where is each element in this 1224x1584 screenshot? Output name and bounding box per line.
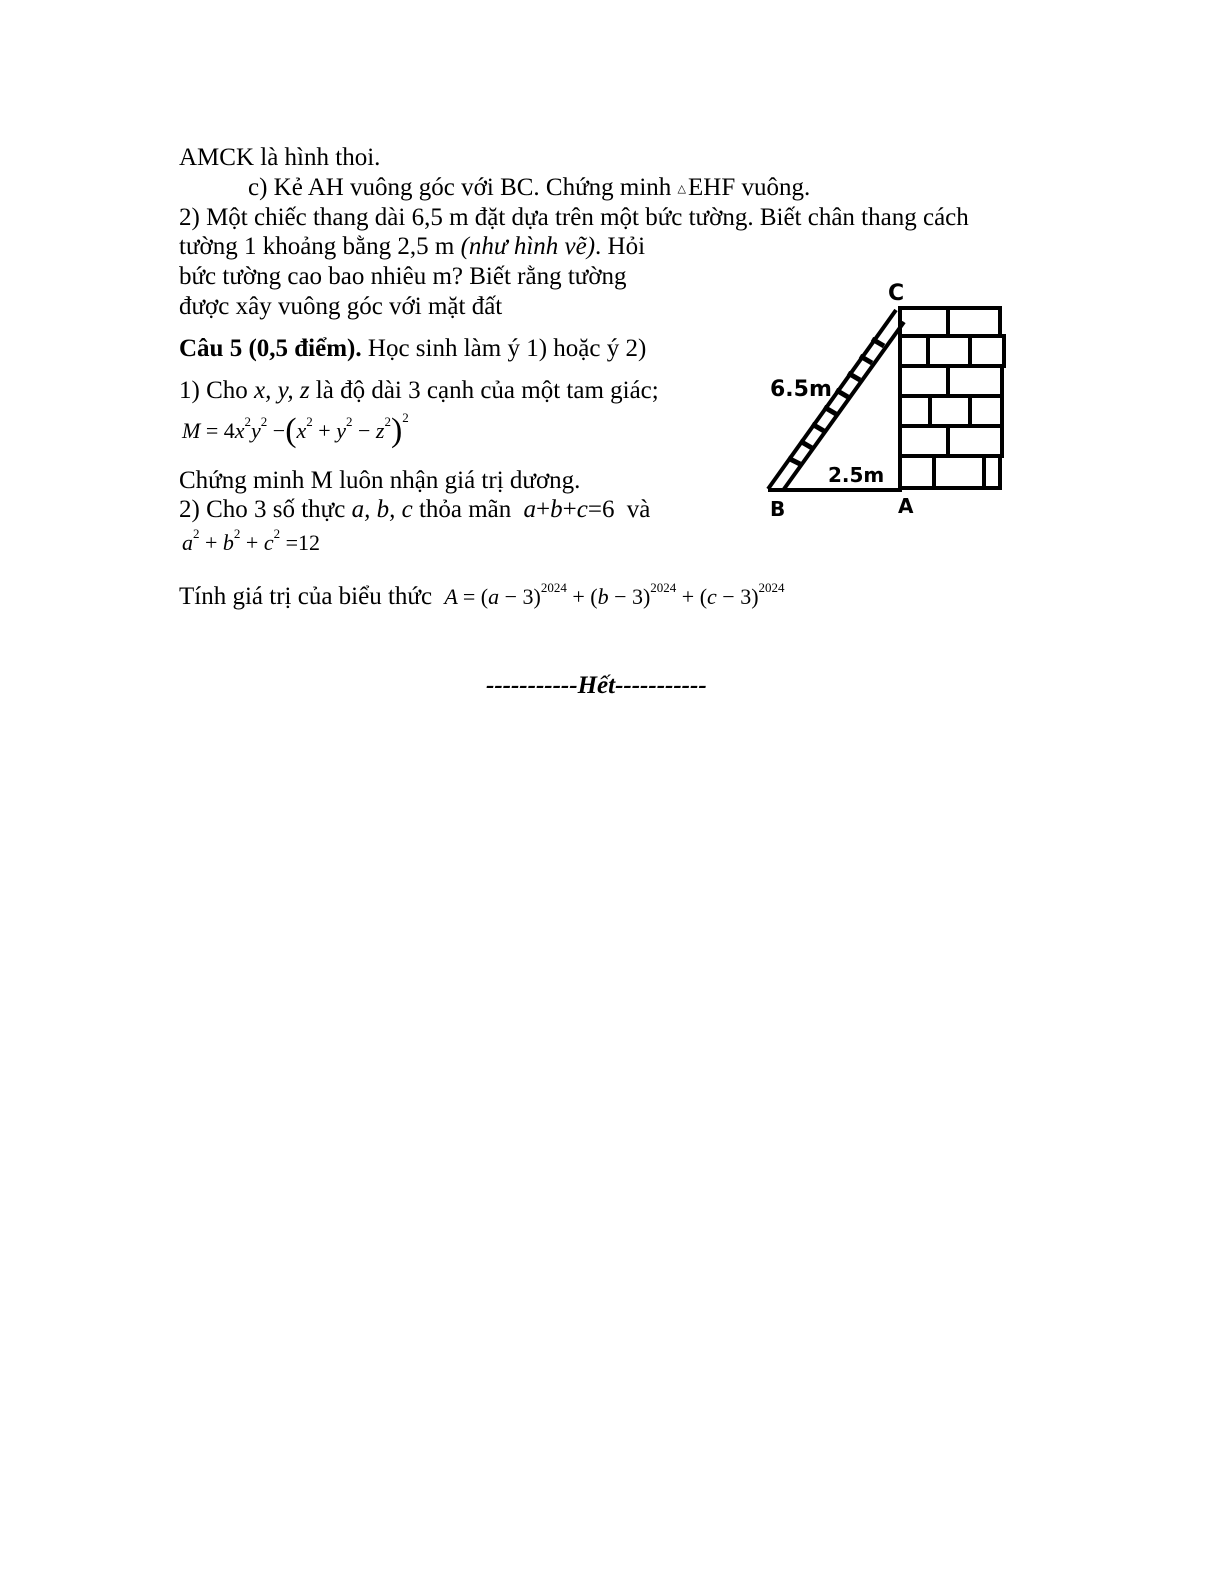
part-2-text (179, 495, 650, 525)
part-1-text (179, 376, 659, 406)
formula-squares: $a^2 + b^2 + c^2 =12$ (182, 526, 321, 555)
part-1-vars: x, y, z (254, 377, 310, 404)
end-marker: -----------Hết----------- (486, 672, 707, 699)
part-c-end: vuông. (741, 174, 811, 201)
proof-line: Chứng minh M luôn nhận giá trị dương. (179, 467, 581, 494)
text-line-1: AMCK là hình thoi. (179, 144, 381, 171)
text-line-3: 2) Một chiếc thang dài 6,5 m đặt dựa trên một bức tường. Biết chân thang cách (179, 204, 969, 231)
triangle-name: EHF (688, 174, 736, 201)
text-line-5: bức tường cao bao nhiêu m? Biết rằng tường (179, 263, 627, 290)
question-5-label: Câu 5 (0,5 điểm). (179, 335, 362, 362)
part-2-and: và (626, 496, 651, 523)
label-b: B (770, 497, 786, 521)
compute-text: Tính giá trị của biểu thức (179, 583, 433, 610)
part-1-desc: là độ dài 3 cạnh của một tam giác; (315, 377, 659, 404)
label-base-length: 2.5m (828, 463, 885, 487)
question-5-instructions: Học sinh làm ý 1) hoặc ý 2) (367, 335, 647, 362)
label-ladder-length: 6.5m (770, 377, 832, 402)
triangle-icon: △ (677, 183, 686, 195)
part-1-intro: 1) Cho (179, 377, 248, 404)
line4-text: tường 1 khoảng bằng 2,5 m (179, 233, 455, 260)
line4-end: . Hỏi (595, 233, 646, 260)
label-a: A (898, 494, 914, 518)
label-c: C (888, 281, 905, 306)
text-line-6: được xây vuông góc với mặt đất (179, 293, 503, 320)
text-line-4 (179, 232, 645, 262)
part-2-cond: thỏa mãn (418, 496, 512, 523)
part-2-vars: a, b, c (351, 496, 413, 523)
question-5-heading (179, 334, 646, 364)
formula-m: $M = 4x^2y^2 -(x^2 + y^2 - z^2)^2$ (182, 410, 409, 449)
compute-line (179, 582, 785, 615)
part-c-text: c) Kẻ AH vuông góc với BC. Chứng minh (248, 174, 672, 201)
part-2-intro: 2) Cho 3 số thực (179, 496, 346, 523)
brick-wall (900, 308, 1004, 488)
ladder-wall-figure (760, 278, 1020, 523)
text-line-2 (248, 173, 810, 207)
line4-italic: (như hình vẽ) (460, 233, 596, 260)
formula-sum: a+b+c=6 (523, 496, 615, 523)
formula-a: $A = (a - 3)^{2024} + (b - 3)^{2024} + (c - 3)^{2024}$ (444, 580, 785, 609)
